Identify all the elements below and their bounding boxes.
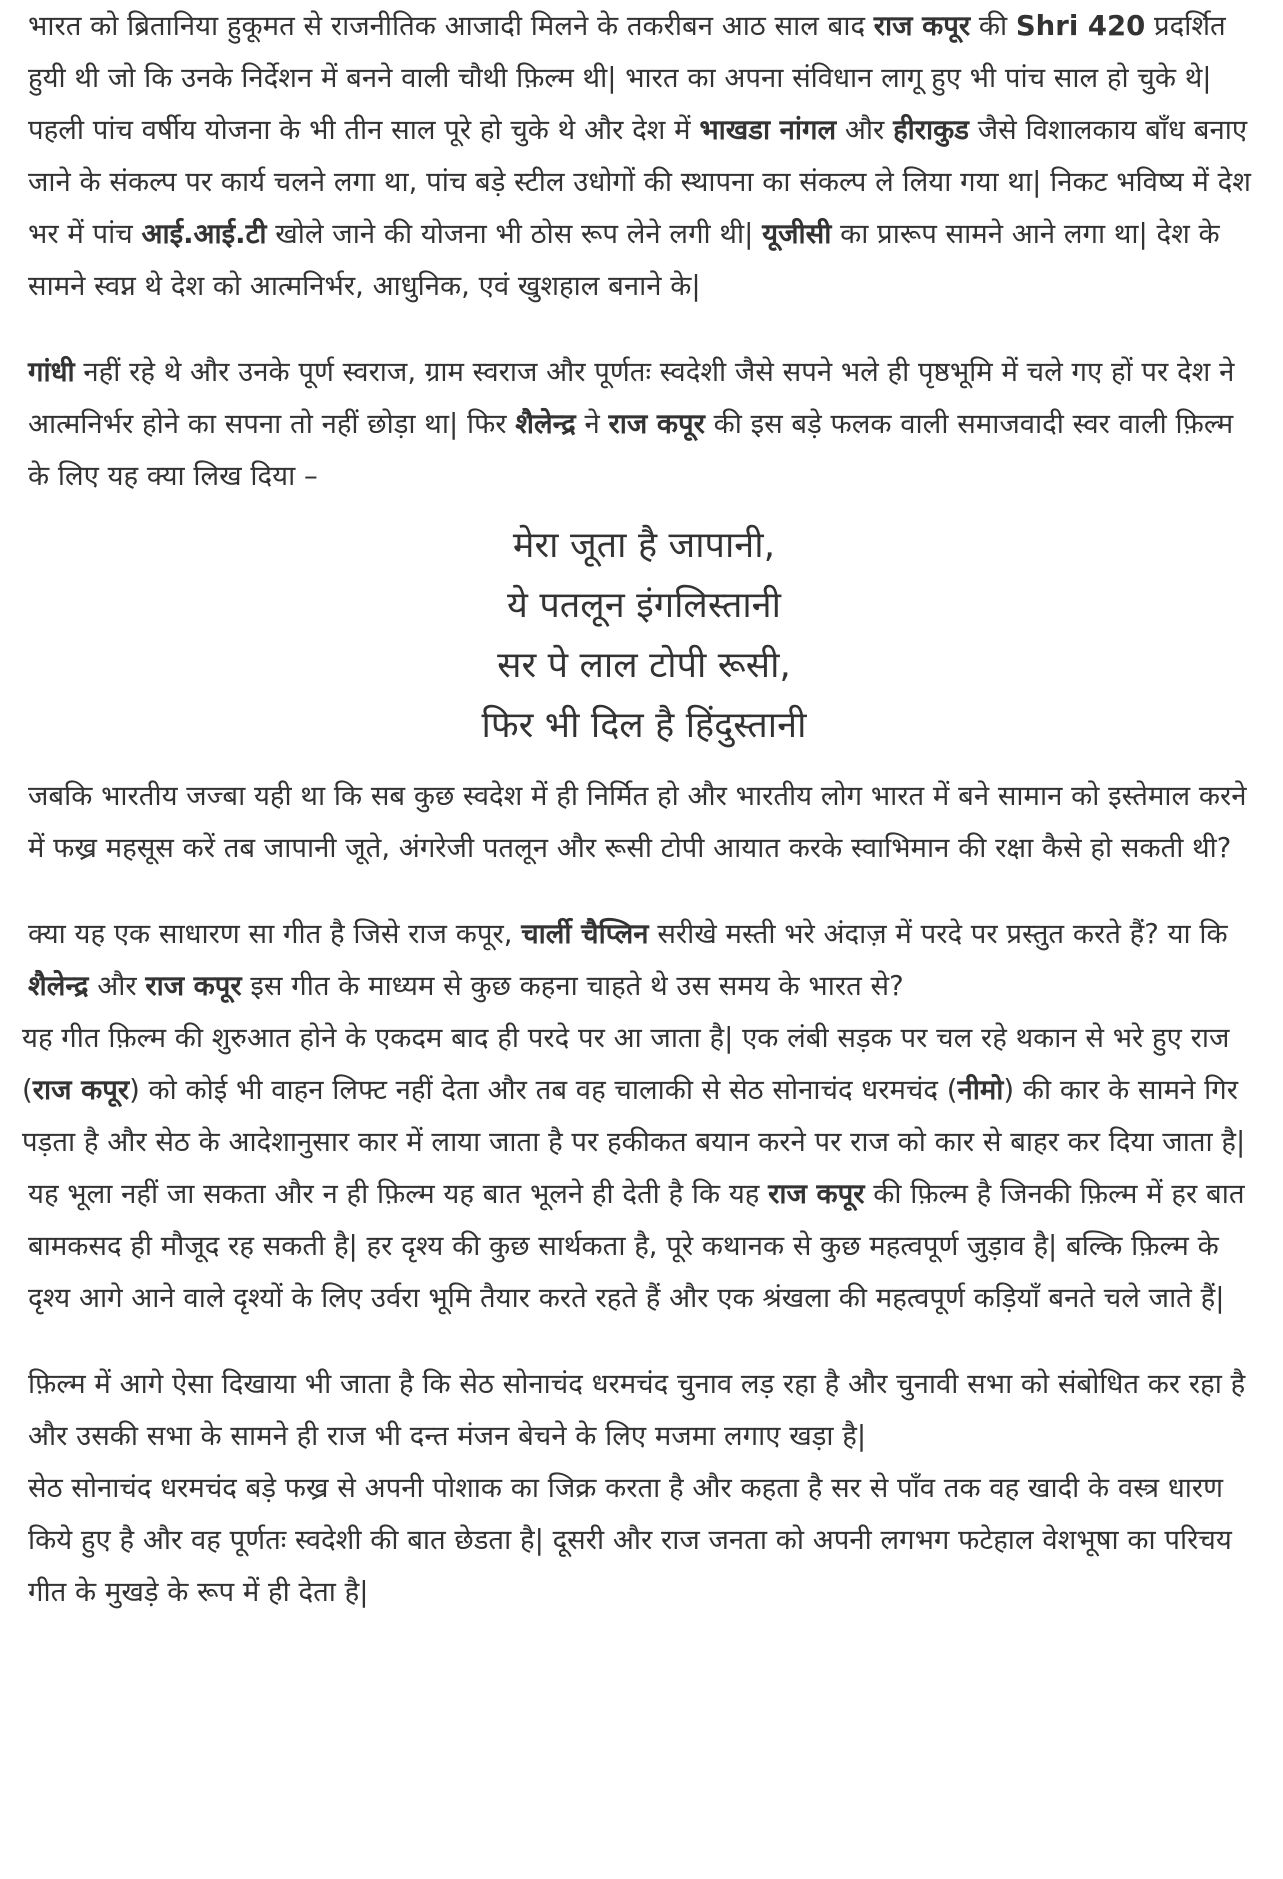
bold-name: गांधी — [28, 356, 75, 388]
text: इस गीत के माध्यम से कुछ कहना चाहते थे उस समय के भारत से? — [241, 970, 904, 1002]
paragraph-intro — [28, 0, 1260, 312]
paragraph-scene-intro — [22, 1012, 1260, 1168]
paragraph-gandhi — [28, 346, 1260, 502]
text: ) को कोई भी वाहन लिफ्ट नहीं देता और तब वह चालाकी से सेठ सोनाचंद धरमचंद ( — [129, 1074, 958, 1106]
text: क्या यह एक साधारण सा गीत है जिसे राज कपूर, — [28, 918, 522, 950]
text: फ़िल्म में आगे ऐसा दिखाया भी जाता है कि सेठ सोनाचंद धरमचंद चुनाव लड़ रहा है और चुनावी सभा को संबोधित कर रहा है और उसकी सभा के सामने ही राज भी दन्त मंजन बेचने के लिए मजमा लगाए खड़ा है| — [28, 1368, 1246, 1452]
text: भारत को ब्रितानिया हुकूमत से राजनीतिक आजादी मिलने के तकरीबन आठ साल बाद — [28, 10, 874, 42]
paragraph-purpose — [28, 1168, 1260, 1324]
text: जैसे विशालकाय बाँध बनाए जाने के संकल्प पर कार्य चलने लगा था, पांच बड़े स्टील उधोगों की स्थापना का संकल्प ले लिया गया था| निकट भविष्य में देश भर में पांच — [28, 114, 1251, 250]
text: की इस बड़े फलक वाली समाजवादी स्वर वाली फ़िल्म के लिए यह क्या लिख दिया – — [28, 408, 1234, 492]
text: और — [836, 114, 894, 146]
bold-name: राज कपूर — [32, 1074, 130, 1106]
bold-dam-name: हीराकुड — [893, 114, 969, 146]
bold-name: नीमो — [957, 1074, 1004, 1106]
text: ने — [575, 408, 609, 440]
paragraph-swadeshi — [28, 770, 1260, 874]
bold-institution: आई.आई.टी — [141, 218, 267, 250]
bold-name: राज कपूर — [608, 408, 705, 440]
text: और — [88, 970, 146, 1002]
bold-name: शैलेन्द्र — [28, 970, 89, 1002]
text: का प्रारूप सामने आने लगा था| देश के सामने स्वप्न थे देश को आत्मनिर्भर, आधुनिक, एवं खुशहाल बनाने के| — [28, 218, 1220, 302]
text: प्रदर्शित हुयी थी जो कि उनके निर्देशन में बनने वाली चौथी फ़िल्म थी| भारत का अपना संविधान लागू हुए भी पांच साल हो चुके थे| पहली पांच वर्षीय योजना के भी तीन साल पूरे हो चुके थे और देश में — [28, 10, 1226, 146]
verse-line: मेरा जूता है जापानी, — [512, 525, 776, 566]
text: ) की कार के सामने गिर पड़ता है और सेठ के आदेशानुसार कार में लाया जाता है पर हकीकत बयान करने पर राज को कार से बाहर कर दिया जाता है| — [22, 1074, 1246, 1158]
verse-line: सर पे लाल टोपी रूसी, — [497, 645, 791, 686]
bold-institution: यूजीसी — [762, 218, 832, 250]
bold-film-title: Shri 420 — [1015, 10, 1146, 42]
paragraph-question — [28, 908, 1260, 1012]
bold-name: राज कपूर — [768, 1178, 865, 1210]
text: यह भूला नहीं जा सकता और न ही फ़िल्म यह बात भूलने ही देती है कि यह — [28, 1178, 769, 1210]
text: की — [970, 10, 1016, 42]
spacer — [28, 312, 1260, 346]
bold-name: राज कपूर — [145, 970, 242, 1002]
bold-name: चार्ली चैप्लिन — [521, 918, 649, 950]
spacer — [28, 874, 1260, 908]
text: नहीं रहे थे और उनके पूर्ण स्वराज, ग्राम स्वराज और पूर्णतः स्वदेशी जैसे सपने भले ही पृष्ठभूमि में चले गए हों पर देश ने आत्मनिर्भर होने का सपना तो नहीं छोड़ा था| फिर — [28, 356, 1235, 440]
bold-name: शैलेन्द्र — [515, 408, 576, 440]
text: की फ़िल्म है जिनकी फ़िल्म में हर बात बामकसद ही मौजूद रह सकती है| हर दृश्य की कुछ सार्थकता है, पूरे कथानक से कुछ महत्वपूर्ण जुड़ाव है| बल्कि फ़िल्म के दृश्य आगे आने वाले दृश्यों के लिए उर्वरा भूमि तैयार करते रहते हैं और एक श्रंखला की महत्वपूर्ण कड़ियाँ बनते चले जाते हैं| — [28, 1178, 1245, 1314]
spacer — [28, 1324, 1260, 1358]
bold-name: राज कपूर — [873, 10, 971, 42]
text: सरीखे मस्ती भरे अंदाज़ में परदे पर प्रस्तुत करते हैं? या कि — [648, 918, 1228, 950]
verse-line: ये पतलून इंगलिस्तानी — [507, 585, 781, 626]
verse-line: फिर भी दिल है हिंदुस्तानी — [481, 705, 807, 746]
text: खोले जाने की योजना भी ठोस रूप लेने लगी थी| — [266, 218, 763, 250]
article-body — [22, 0, 1260, 1618]
bold-dam-name: भाखडा नांगल — [699, 114, 837, 146]
paragraph-khadi — [28, 1462, 1260, 1618]
text: यह गीत फ़िल्म की शुरुआत होने के एकदम बाद ही परदे पर आ जाता है| एक लंबी सड़क पर चल रहे थकान से भरे हुए राज ( — [22, 1022, 1230, 1106]
text: सेठ सोनाचंद धरमचंद बड़े फख्र से अपनी पोशाक का जिक्र करता है और कहता है सर से पाँव तक वह खादी के वस्त्र धारण किये हुए है और वह पूर्णतः स्वदेशी की बात छेडता है| दूसरी और राज जनता को अपनी लगभग फटेहाल वेशभूषा का परिचय गीत के मुखड़े के रूप में ही देता है| — [28, 1472, 1232, 1608]
paragraph-election — [28, 1358, 1260, 1462]
song-verse — [28, 516, 1260, 756]
text: जबकि भारतीय जज्बा यही था कि सब कुछ स्वदेश में ही निर्मित हो और भारतीय लोग भारत में बने सामान को इस्तेमाल करने में फख्र महसूस करें तब जापानी जूते, अंगरेजी पतलून और रूसी टोपी आयात करके स्वाभिमान की रक्षा कैसे हो सकती थी? — [28, 780, 1247, 864]
